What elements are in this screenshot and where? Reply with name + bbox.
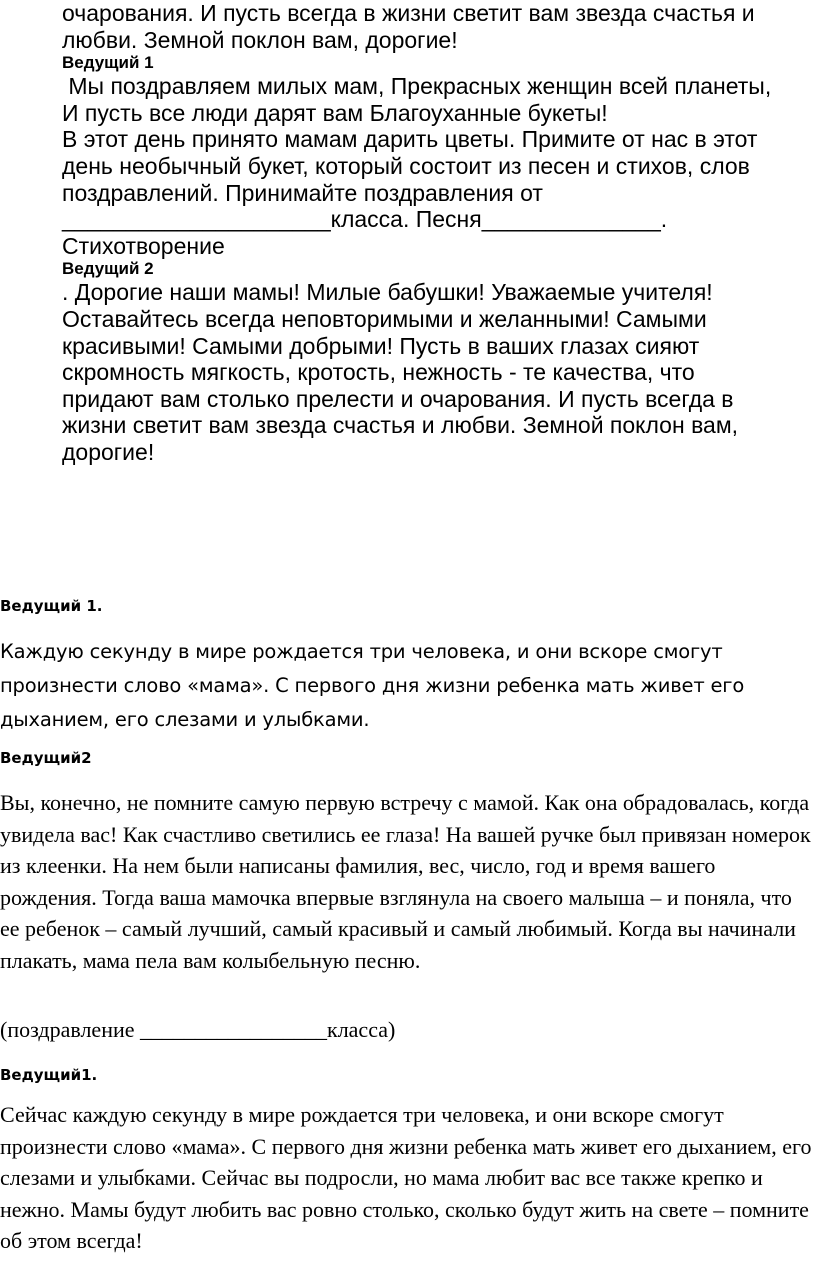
paragraph-congratulation: (поздравление _________________класса) [0,1017,396,1042]
speaker-heading: Ведущий 1 [62,53,154,73]
paragraph-blank-line: _____________________класса. Песня______________. [62,206,668,233]
top-section [62,0,792,466]
speaker-heading: Ведущий2 [0,749,92,767]
paragraph-poem: Мы поздравляем милых мам, Прекрасных женщин всей планеты, И пусть все люди дарят вам Благоуханные букеты! [62,73,778,126]
speaker-heading: Ведущий 2 [62,259,154,279]
paragraph-text: . Дорогие наши мамы! Милые бабушки! Уважаемые учителя! Оставайтесь всегда неповторимыми и желанными! Самыми красивыми! Самыми добрыми! Пусть в ваших глазах сияют скромность мягкость, кротость, нежность - те качества, что придают вам столько прелести и очарования. И пусть всегда в жизни светит вам звезда счастья и любви. Земной поклон вам, дорогие! [62,279,745,465]
paragraph-poem-label: Стихотворение [62,232,225,259]
speaker-heading: Ведущий 1. [0,597,103,615]
paragraph-text: Сейчас каждую секунду в мире рождается три человека, и они вскоре смогут произнести слово «мама». С первого дня жизни ребенка мать живет его дыханием, его слезами и улыбками. Сейчас вы подросли, но мама любит вас все также крепко и нежно. Мамы будут любить вас ровно столько, сколько будут жить на свете – помните об этом всегда! [0,1102,812,1254]
paragraph-text: Каждую секунду в мире рождается три человека, и они вскоре смогут произнести слово «мама». С первого дня жизни ребенка мать живет его дыханием, его слезами и улыбками. [0,640,745,731]
paragraph-text: Вы, конечно, не помните самую первую встречу с мамой. Как она обрадовалась, когда увидела вас! Как счастливо светились ее глаза! На вашей ручке был привязан номерок из клеенки. На нем были написаны фамилия, вес, число, год и время вашего рождения. Тогда ваша мамочка впервые взглянула на своего малыша – и поняла, что ее ребенок – самый лучший, самый красивый и самый любимый. Когда вы начинали плакать, мама пела вам колыбельную песню. [0,790,811,973]
paragraph-intro: очарования. И пусть всегда в жизни светит вам звезда счастья и любви. Земной поклон вам, дорогие! [62,0,762,53]
paragraph-text: В этот день принято мамам дарить цветы. Примите от нас в этот день необычный букет, который состоит из песен и стихов, слов поздравлений. Принимайте поздравления от [62,126,764,206]
speaker-heading: Ведущий1. [0,1066,98,1084]
